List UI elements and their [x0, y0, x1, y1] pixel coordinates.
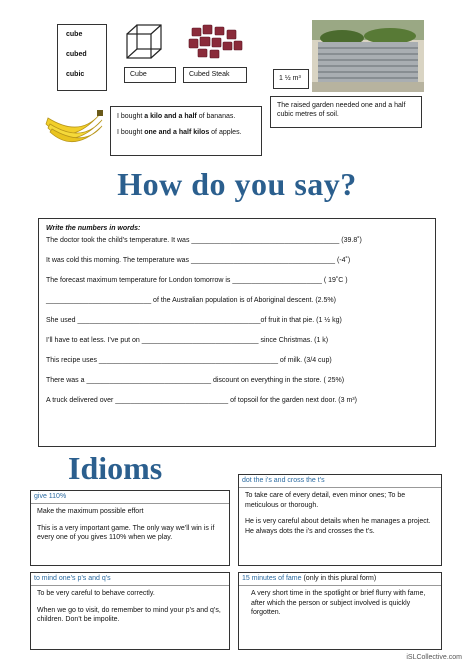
label-cubed-steak: Cubed Steak	[183, 67, 247, 83]
idiom-heading: give 110%	[31, 491, 229, 504]
idiom-example: This is a very important game. The only way we’ll win is if every one of you gives 110% when we play.	[37, 524, 215, 541]
word-cubic: cubic	[66, 71, 85, 78]
banana-sentence-box	[110, 106, 262, 156]
exercise-line: A truck delivered over _____________________________ of topsoil for the garden next door. (3 m³)	[46, 397, 357, 404]
banana-line2-a: I bought	[117, 129, 145, 136]
exercise-line: There was a ________________________________ discount on everything in the store. ( 25%)	[46, 377, 345, 384]
exercise-line: This recipe uses ______________________________________________ of milk. (3/4 cup)	[46, 357, 332, 364]
banana-line1-a: I bought	[117, 113, 145, 120]
idiom-example: When we go to visit, do remember to mind your p’s and q’s, children. Don’t be impolite.	[37, 606, 221, 623]
word-list-box	[57, 24, 107, 91]
label-cubic-metre: 1 ½ m³	[273, 69, 309, 89]
word-cube: cube	[66, 31, 83, 38]
exercise-line: She used _______________________________________________of fruit in that pie. (1 ½ kg)	[46, 317, 342, 324]
idiom-example: He is very careful about details when he manages a project. He always dots the i’s and crosses the t’s.	[245, 518, 431, 535]
exercise-line: The forecast maximum temperature for London tomorrow is _______________________ ( 19˚C )	[46, 277, 348, 284]
footer-watermark: iSLCollective.com	[406, 654, 462, 661]
exercise-line: I’ll have to eat less. I’ve put on ______________________________ since Christmas. (1 k)	[46, 337, 329, 344]
exercise-heading: Write the numbers in words:	[46, 225, 141, 232]
exercise-line: ___________________________ of the Australian population is of Aboriginal descent. (2.5%)	[46, 297, 336, 304]
label-cube: Cube	[124, 67, 176, 83]
banana-line1-b: a kilo and a half	[144, 113, 197, 120]
idiom-meaning: A very short time in the spotlight or brief flurry with fame, after which the person or subject involved is quickly forgotten.	[251, 590, 426, 616]
exercise-line: It was cold this morning. The temperature was _____________________________________ (-4˚)	[46, 257, 351, 264]
word-cubed: cubed	[66, 51, 87, 58]
banana-line2-b: one and a half kilos	[144, 129, 210, 136]
idiom-heading: dot the i’s and cross the t’s	[239, 475, 441, 488]
exercise-box	[38, 218, 436, 447]
raised-garden-picture	[312, 20, 424, 92]
exercise-line: The doctor took the child’s temperature. It was ______________________________________ (39.8˚)	[46, 237, 362, 244]
idiom-meaning: To be very careful to behave correctly.	[37, 590, 155, 597]
idiom-heading: to mind one’s p’s and q’s	[31, 573, 229, 586]
banana-line2-c: of apples.	[209, 129, 242, 136]
idiom-box-dot-the-is	[238, 474, 442, 566]
cube-picture	[124, 22, 164, 64]
idiom-heading-note: (only in this plural form)	[301, 575, 377, 582]
idiom-heading	[239, 573, 441, 586]
title-how-do-you-say: How do you say?	[117, 166, 357, 202]
idiom-meaning: To take care of every detail, even minor ones; To be meticulous or thorough.	[245, 492, 406, 509]
banana-picture	[40, 104, 106, 148]
idiom-heading-main: 15 minutes of fame	[242, 575, 302, 582]
banana-line1-c: of bananas.	[196, 113, 236, 120]
cubed-steak-picture	[186, 22, 246, 62]
garden-sentence-box: The raised garden needed one and a half cubic metres of soil.	[270, 96, 422, 128]
idiom-box-give-110	[30, 490, 230, 566]
idiom-box-mind-ps-qs	[30, 572, 230, 650]
idiom-box-15-minutes	[238, 572, 442, 650]
idiom-meaning: Make the maximum possible effort	[37, 508, 144, 515]
title-idioms: Idioms	[68, 450, 163, 486]
